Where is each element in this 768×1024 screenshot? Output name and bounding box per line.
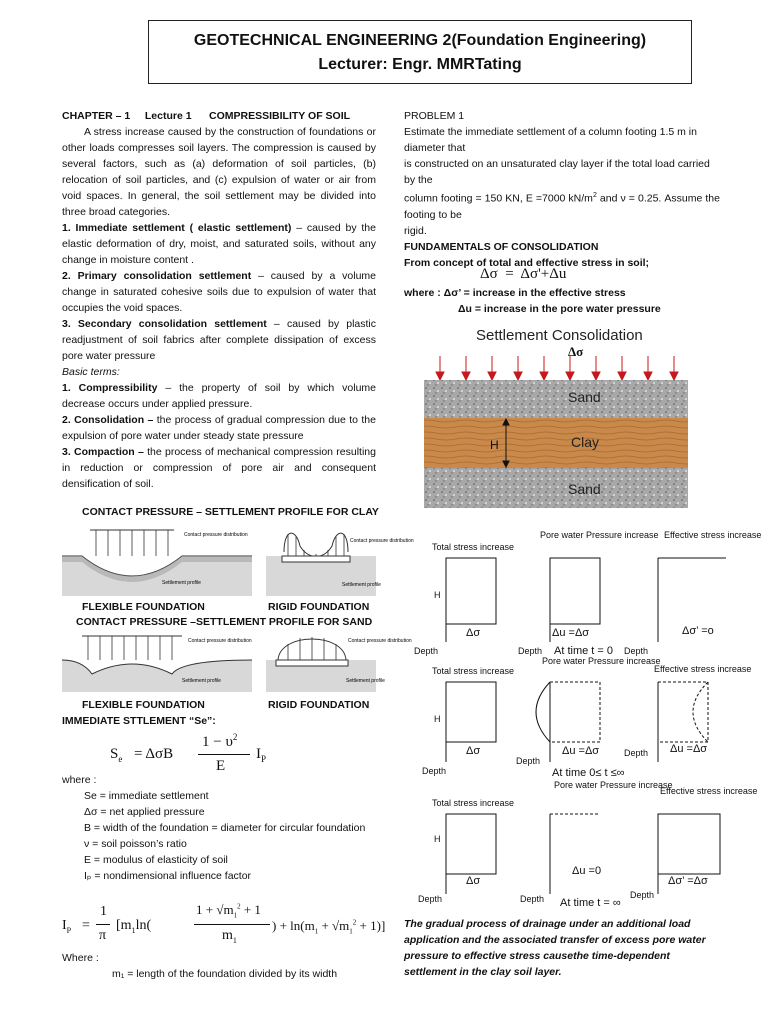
svg-text:Δσ’ =o: Δσ’ =o: [682, 625, 714, 637]
course-title: GEOTECHNICAL ENGINEERING 2(Foundation Engineering): [193, 32, 647, 49]
svg-text:Contact pressure distribution: [348, 638, 412, 644]
r3-total-label: Total stress increase: [432, 798, 515, 808]
stress-graphs: [404, 526, 762, 910]
r2-total-label: Total stress increase: [432, 666, 515, 676]
soil-delta-sigma: Δσ: [568, 344, 584, 359]
svg-text:Total stress increase: [432, 542, 514, 552]
svg-text:Sand: [568, 481, 601, 497]
right-column: [404, 108, 720, 271]
svg-text:Δu =0: Δu =0: [572, 865, 602, 877]
sand-rigid-settlement-label: Settlement profile: [346, 678, 385, 684]
def-se: Se = immediate settlement: [84, 790, 209, 802]
svg-text:At time 0≤ t ≤∞: [552, 767, 625, 779]
svg-text:Δu =Δσ: Δu =Δσ: [670, 743, 708, 755]
r2-time: At time 0≤ t ≤∞: [552, 767, 625, 779]
svg-text:Pore water Pressure increase: [554, 780, 673, 790]
graph-row-1: [414, 530, 761, 657]
problem-line-2: is constructed on an unsaturated clay layer if the total load carried by the: [404, 158, 710, 186]
clay-profile-title: CONTACT PRESSURE – SETTLEMENT PROFILE FOR CLAY: [82, 506, 379, 518]
problem-line-1: Estimate the immediate settlement of a column footing 1.5 m in diameter that: [404, 126, 697, 154]
sand-flex-contact-label: Contact pressure distribution: [188, 638, 252, 644]
r3-eff-label: Effective stress increase: [660, 786, 758, 796]
upper-sand-label: Sand: [568, 389, 601, 405]
where2-label: Where :: [62, 952, 99, 964]
svg-text:Sand: [568, 389, 601, 405]
svg-text:Effective stress increase: [654, 664, 751, 674]
soil-profile-figure: [416, 322, 704, 512]
sand-flexible-label: FLEXIBLE FOUNDATION: [82, 699, 205, 711]
load-arrows: [436, 356, 678, 380]
svg-text:H: H: [434, 590, 441, 600]
def-nu: ν = soil poisson’s ratio: [84, 838, 187, 850]
def-b: B = width of the foundation = diameter for circular foundation: [84, 822, 366, 834]
svg-text:Pore water Pressure increase: [542, 656, 661, 666]
svg-text:Settlement profile: [342, 582, 381, 588]
lower-sand-label: Sand: [568, 481, 601, 497]
basic-terms-label: Basic terms:: [62, 366, 120, 378]
svg-text:Δu =Δσ: Δu =Δσ: [552, 627, 590, 639]
clay-profile-figures: [62, 526, 414, 598]
problem-line-3: column footing = 150 KN, E =7000 $kN/m^2$ and ν = 0.25. Assume the footing to be: [404, 192, 720, 221]
where-pore: Δu = increase in the pore water pressure: [458, 303, 661, 315]
clay-flexible-label: FLEXIBLE FOUNDATION: [82, 601, 205, 613]
sand-rigid-figure: [266, 637, 412, 692]
def-dsigma: Δσ = net applied pressure: [84, 806, 205, 818]
term-1: 1. Compressibility – the property of soil by which volume decrease occurs under applied pressure.: [62, 382, 376, 410]
h-label: H: [490, 438, 499, 452]
svg-text:H: H: [434, 834, 441, 844]
svg-text:H: [490, 438, 499, 452]
svg-text:Contact pressure distribution: [188, 638, 252, 644]
sand-profile-figures: [62, 632, 412, 694]
clay-flex-contact-label: Contact pressure distribution: [184, 532, 248, 538]
svg-text:Δσ: Δσ: [466, 627, 481, 639]
intro-paragraph: A stress increase caused by the construction of foundations or other loads compresses soil layers. The compression is caused by several factors, such as (a) deformation of soil particles, (b) relocation of soil particles, and (c) expulsion of water or air from void spaces. In general, the soil settlement may be divided into three broad categories.: [62, 126, 376, 218]
r1-pore-box: [550, 558, 600, 624]
chapter-heading: CHAPTER – 1 Lecture 1 COMPRESSIBILITY OF SOIL: [62, 110, 351, 122]
settlement-2: 2. Primary consolidation settlement – caused by a volume change in saturated cohesive soils due to expulsion of water that occupies the void spaces.: [62, 270, 376, 314]
svg-text:Contact pressure distribution: [184, 532, 248, 538]
sand-rigid-contact-label: Contact pressure distribution: [348, 638, 412, 644]
sand-profile-title: CONTACT PRESSURE –SETTLEMENT PROFILE FOR SAND: [76, 616, 373, 628]
fundamentals-heading: FUNDAMENTALS OF CONSOLIDATION: [404, 240, 599, 253]
svg-text:Effective stress increase: [664, 530, 761, 540]
svg-text:Effective stress increase: [660, 786, 757, 796]
concept-line: From concept of total and effective stress in soil;: [404, 256, 650, 269]
svg-text:Depth: Depth: [422, 766, 447, 776]
r1-eff-label: Effective stress increase: [664, 530, 762, 540]
svg-text:Settlement Consolidation: [476, 327, 643, 344]
r1-total-label: Total stress increase: [432, 542, 515, 552]
svg-text:Settlement profile: [346, 678, 385, 684]
svg-text:Depth: Depth: [630, 890, 655, 900]
where-effective: where : Δσ’ = increase in the effective stress: [404, 287, 626, 299]
problem-line-4: rigid.: [404, 224, 427, 237]
svg-text:Depth: Depth: [624, 646, 649, 656]
sand-flexible-figure: [62, 636, 252, 692]
clay-flex-settlement-label: Settlement profile: [162, 580, 201, 586]
left-column: [62, 108, 376, 492]
term-3: 3. Compaction – the process of mechanical compression resulting in reduction or compression of pore air and consequent densification of soil.: [62, 446, 376, 490]
stress-equation: Δσ = Δσ'+Δu: [480, 266, 567, 282]
svg-text:Total stress increase: [432, 798, 514, 808]
r1-total-box: [446, 558, 496, 624]
m1-block: [62, 950, 376, 982]
graph-row-2: [422, 656, 751, 779]
upper-sand-layer: [424, 380, 688, 418]
problem-heading: PROBLEM 1: [404, 110, 465, 122]
lecturer-line: Lecturer: Engr. MMRTating: [318, 56, 522, 73]
settlement-1: 1. Immediate settlement ( elastic settlement) – caused by the elastic deformation of dry, moist, and saturated soils, without any change in moisture content .: [62, 222, 376, 266]
def-ip: Iₚ = nondimensional influence factor: [84, 870, 252, 882]
def-m1: m₁ = length of the foundation divided by its width: [112, 968, 338, 980]
svg-text:Δσ: Δσ: [466, 745, 481, 757]
clay-rigid-label: RIGID FOUNDATION: [268, 601, 370, 613]
svg-text:Depth: Depth: [414, 646, 439, 656]
svg-text:H: H: [434, 714, 441, 724]
soil-title: Settlement Consolidation: [476, 327, 643, 344]
r1-time: At time t = 0: [554, 645, 613, 657]
r2-eff-label: Effective stress increase: [654, 664, 752, 674]
svg-text:Clay: [571, 434, 599, 450]
svg-text:Pore water Pressure increase: [540, 530, 659, 540]
svg-text:At time t = ∞: [560, 897, 621, 909]
svg-text:Total stress increase: [432, 666, 514, 676]
clay-rigid-contact-label: Contact pressure distribution: [350, 538, 414, 544]
consolidation-caption: The gradual process of drainage under an additional load application and the associated transfer of excess pore water pressure to effective stress causethe time-dependent settlement in the clay soil layer.: [404, 918, 706, 978]
document-header: [148, 20, 692, 84]
clay-flexible-figure: [62, 530, 252, 596]
svg-text:Δσ: Δσ: [466, 875, 481, 887]
svg-text:Δu =Δσ: Δu =Δσ: [562, 745, 600, 757]
lower-sand-layer: [424, 468, 688, 508]
clay-layer: [424, 418, 688, 468]
r2-pore-label: Pore water Pressure increase: [542, 656, 661, 666]
settlement-3: 3. Secondary consolidation settlement – caused by plastic readjustment of soil fabrics after complete dissipation of excess pore water pressure: [62, 318, 377, 362]
r1-pore-label: Pore water Pressure increase: [540, 530, 659, 540]
svg-text:Δσ’ =Δσ: Δσ’ =Δσ: [668, 875, 708, 887]
graph-row-3: [418, 780, 757, 909]
immediate-settlement-title: IMMEDIATE STTLEMENT “Se”:: [62, 715, 216, 727]
ip-formula: $I_P$ = 1 π [$m_1\ln$( $1 + √m_1^2 + 1$ $m_1$ ) + $\ln(m_1 + √m_1^2 + 1)$]: [62, 902, 386, 945]
term-2: 2. Consolidation – the process of gradual compression due to the expulsion of pore water under steady state pressure: [62, 414, 376, 442]
svg-text:Depth: Depth: [518, 646, 543, 656]
definitions-block: [62, 772, 376, 884]
svg-text:Settlement profile: [162, 580, 201, 586]
where-label: where :: [62, 774, 97, 786]
clay-label: Clay: [571, 434, 600, 450]
svg-text:Settlement profile: [182, 678, 221, 684]
svg-text:Depth: Depth: [624, 748, 649, 758]
clay-rigid-settlement-label: Settlement profile: [342, 582, 381, 588]
sand-rigid-label: RIGID FOUNDATION: [268, 699, 370, 711]
r3-pore-label: Pore water Pressure increase: [554, 780, 673, 790]
svg-text:Depth: Depth: [418, 894, 443, 904]
svg-text:Depth: Depth: [520, 894, 545, 904]
se-formula: $S_e$ = ΔσB $1 - \upsilon^2$ E $I_P$: [110, 732, 267, 774]
sand-flex-settlement-label: Settlement profile: [182, 678, 221, 684]
r3-time: At time t = ∞: [560, 897, 621, 909]
def-e: E = modulus of elasticity of soil: [84, 854, 228, 866]
clay-rigid-figure: [266, 533, 414, 596]
svg-text:Depth: Depth: [516, 756, 541, 766]
